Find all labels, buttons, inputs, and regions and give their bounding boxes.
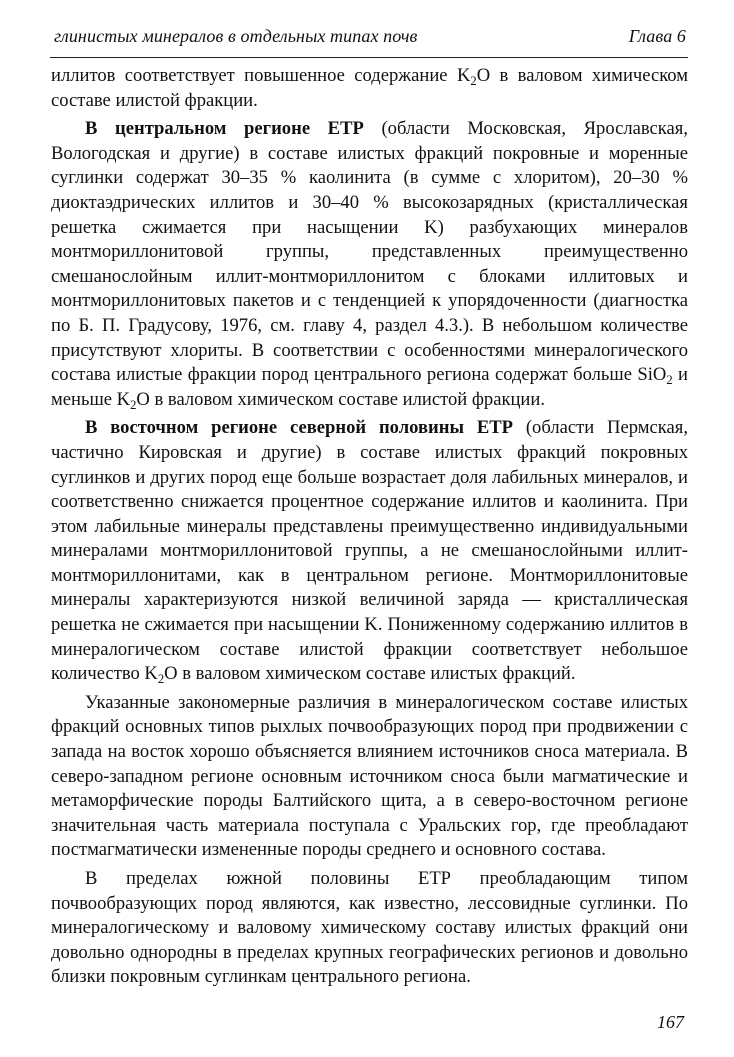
text-run: и меньше K	[51, 364, 688, 410]
bold-lead-in: В центральном регионе ЕТР	[85, 118, 364, 140]
paragraph	[51, 416, 688, 687]
subscript: 2	[157, 672, 165, 687]
subscript: 2	[130, 397, 137, 412]
body-text	[51, 64, 688, 990]
text-run: O в валовом химическом составе илистой фракции.	[51, 65, 689, 111]
bold-lead-in: В восточном регионе северной половины ЕТР	[85, 417, 513, 439]
subscript: 2	[470, 74, 477, 89]
running-header-title: глинистых минералов в отдельных типах почв	[54, 26, 418, 46]
page-number: 167	[657, 1012, 684, 1032]
text-run: иллитов соответствует повышенное содержание K	[51, 65, 471, 86]
paragraph	[51, 691, 688, 863]
paragraph	[51, 64, 688, 113]
text-run: O в валовом химическом составе илистой фракции.	[136, 388, 545, 410]
text-run: O в валовом химическом составе илистых фракций.	[164, 663, 576, 685]
running-header-chapter: Глава 6	[628, 26, 686, 46]
paragraph	[51, 867, 688, 990]
text-run: (области Пермская, частично Кировская и другие) в составе илистых фракций покровных суглинков и других пород еще больше возрастает доля лабильных минералов, и соответственно снижается процентное содержание иллитов и каолинита. При этом лабильные минералы представлены преимущественно индивидуальными минералами монтмориллонитовой группы, а не смешанослойными иллит-монтмориллонитами, как в центральном регионе. Монтмориллонитовые минералы характеризуются низкой величиной заряда — кристаллическая решетка не сжимается при насыщении K. Пониженному содержанию иллитов в минералогическом составе илистой фракции соответствует небольшое количество K	[51, 417, 688, 685]
text-run: (области Московская, Ярославская, Вологодская и другие) в составе илистых фракций покровные и моренные суглинки содержат 30–35 % каолинита (в сумме с хлоритом), 20–30 % диоктаэдрических иллитов и 30–40 % высокозарядных (кристаллическая решетка сжимается при насыщении K) разбухающих минералов монтмориллонитовой группы, представленных преимущественно смешанослойным иллит-монтмориллонитом с блоками иллитовых и монтмориллонитовых пакетов и с тенденцией к упорядоченности (диагностка по Б. П. Градусову, 1976, см. главу 4, раздел 4.3.). В небольшом количестве присутствуют хлориты. В соответствии с особенностями минералогического состава илистые фракции пород центрального региона содержат больше SiO	[51, 118, 688, 386]
header-rule	[50, 57, 688, 58]
text-run: В пределах южной половины ЕТР преобладающим типом почвообразующих пород являются, как известно, лессовидные суглинки. По минералогическому и валовому химическому составу илистых фракций они довольно однородны в пределах крупных географических регионов и довольно близки покровным суглинкам центрального региона.	[51, 868, 688, 988]
subscript: 2	[666, 373, 673, 388]
paragraph	[51, 117, 688, 412]
text-run: Указанные закономерные различия в минералогическом составе илистых фракций основных типов рыхлых почвообразующих пород при продвижении с запада на восток хорошо объясняется влиянием источников сноса материала. В северо-западном регионе основным источником сноса были магматические и метаморфические породы Балтийского щита, а в северо-восточном регионе значительная часть материала поступала с Уральских гор, где преобладают постмагматически измененные породы среднего и основного состава.	[51, 691, 688, 861]
running-header	[54, 26, 686, 47]
